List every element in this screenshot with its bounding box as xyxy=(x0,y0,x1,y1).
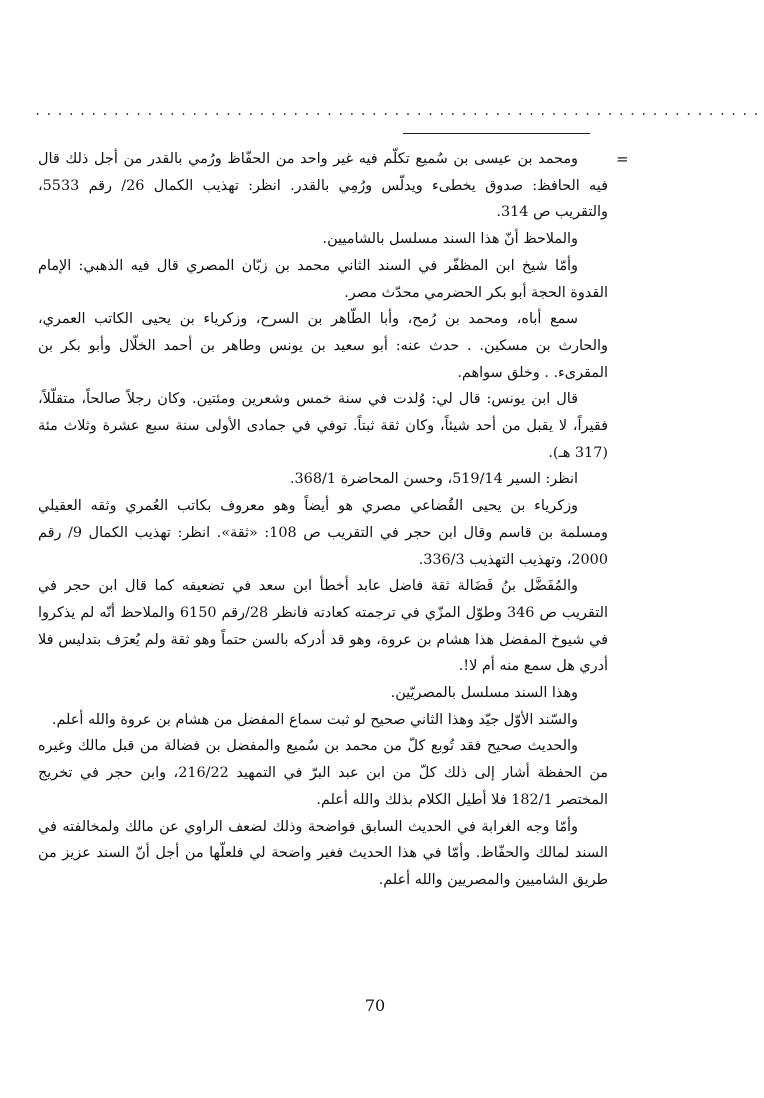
paragraph: وأمّا شيخ ابن المظفّر في السند الثاني محمد بن زبّان المصري قال فيه الذهبي: الإمام القدوة الحجة أبو بكر الحضرمي محدّث مصر. xyxy=(38,257,608,301)
paragraph: والملاحظ أنّ هذا السند مسلسل بالشاميين. xyxy=(322,231,578,248)
paragraph: والسّند الأوّل جيّد وهذا الثاني صحيح لو ثبت سماع المفضل من هشام بن عروة والله أعلم. xyxy=(51,711,578,728)
page-number: 70 xyxy=(364,996,386,1015)
paragraph: ومحمد بن عيسى بن سُميع تكلّم فيه غير واحد من الحفّاظ ورُمي بالقدر من أجل ذلك قال فيه الحافظ: صدوق يخطىء ويدلّس ورُمِي بالقدر. انظر: تهذيب الكمال 26/ رقم 5533، والتقريب ص 314. xyxy=(38,151,608,221)
paragraph: والمُفَضَّل بنُ فَضَالة ثقة فاضل عابد أخطأ ابن سعد في تضعيفه كما قال ابن حجر في التقريب ص 346 وطوّل المزّي في ترجمته كعادته فانظر 28/رقم 6150 والملاحظ أنّه لم يذكروا في شيوخ المفضل هذا هشام بن عروة، وهو قد أدركه بالسن حتماً وهو ثقة ولم يُعرَف بتدليس فلا أدري هل سمع منه أم لا!. xyxy=(38,578,608,675)
footnote-rule xyxy=(403,133,590,134)
paragraph: انظر: السير 519/14، وحسن المحاضرة 368/1. xyxy=(289,471,578,488)
paragraph: وأمّا وجه الغرابة في الحديث السابق فواضحة وذلك لضعف الراوي عن مالك ولمخالفته في السند لمالك والحفّاظ. وأمّا في هذا الحديث فغير واضحة لي فلعلّها من أجل أنّ السند عزيز من طريق الشاميين والمصريين والله أعلم. xyxy=(38,818,608,888)
paragraph: والحديث صحيح فقد تُوبع كلّ من محمد بن سُميع والمفضل بن فضالة من قبل مالك وغيره من الحفظة أشار إلى ذلك كلّ من ابن عبد البرّ في التمهيد 216/22، وابن حجر في تخريج المختصر 182/1 فلا أطيل الكلام بذلك والله أعلم. xyxy=(38,738,608,808)
dotted-separator: ................................................................. xyxy=(34,104,764,118)
paragraph: سمع أباه، ومحمد بن رُمح، وأبا الطّاهر بن السرح، وزكرياء بن يحيى الكاتب العمري، والحارث بن مسكين. . حدث عنه: أبو سعيد بن يونس وطاهر بن أحمد الخلّال وأبو بكر بن المقرىء. . وخلق سواهم. xyxy=(38,311,608,381)
footnote-body xyxy=(38,146,608,894)
paragraph: قال ابن يونس: قال لي: وُلدت في سنة خمس وشعرين ومئتين. وكان رجلاً صالحاً، متقلّلاً، فقيراً، لا يقبل من أحد شيئاً، وكان ثقة ثبتاً. توفي في جمادى الأولى سنة سبع عشرة وثلاث مئة (317 هـ). xyxy=(38,391,608,461)
continuation-mark: = xyxy=(616,150,629,168)
paragraph: وزكرياء بن يحيى القُضاعي مصري هو أيضاً وهو معروف بكاتب العُمري وثقه العقيلي ومسلمة بن قاسم وقال ابن حجر في التقريب ص 108: «ثقة». انظر: تهذيب الكمال 9/ رقم 2000، وتهذيب التهذيب 336/3. xyxy=(38,498,608,568)
paragraph: وهذا السند مسلسل بالمصريّين. xyxy=(390,685,578,702)
